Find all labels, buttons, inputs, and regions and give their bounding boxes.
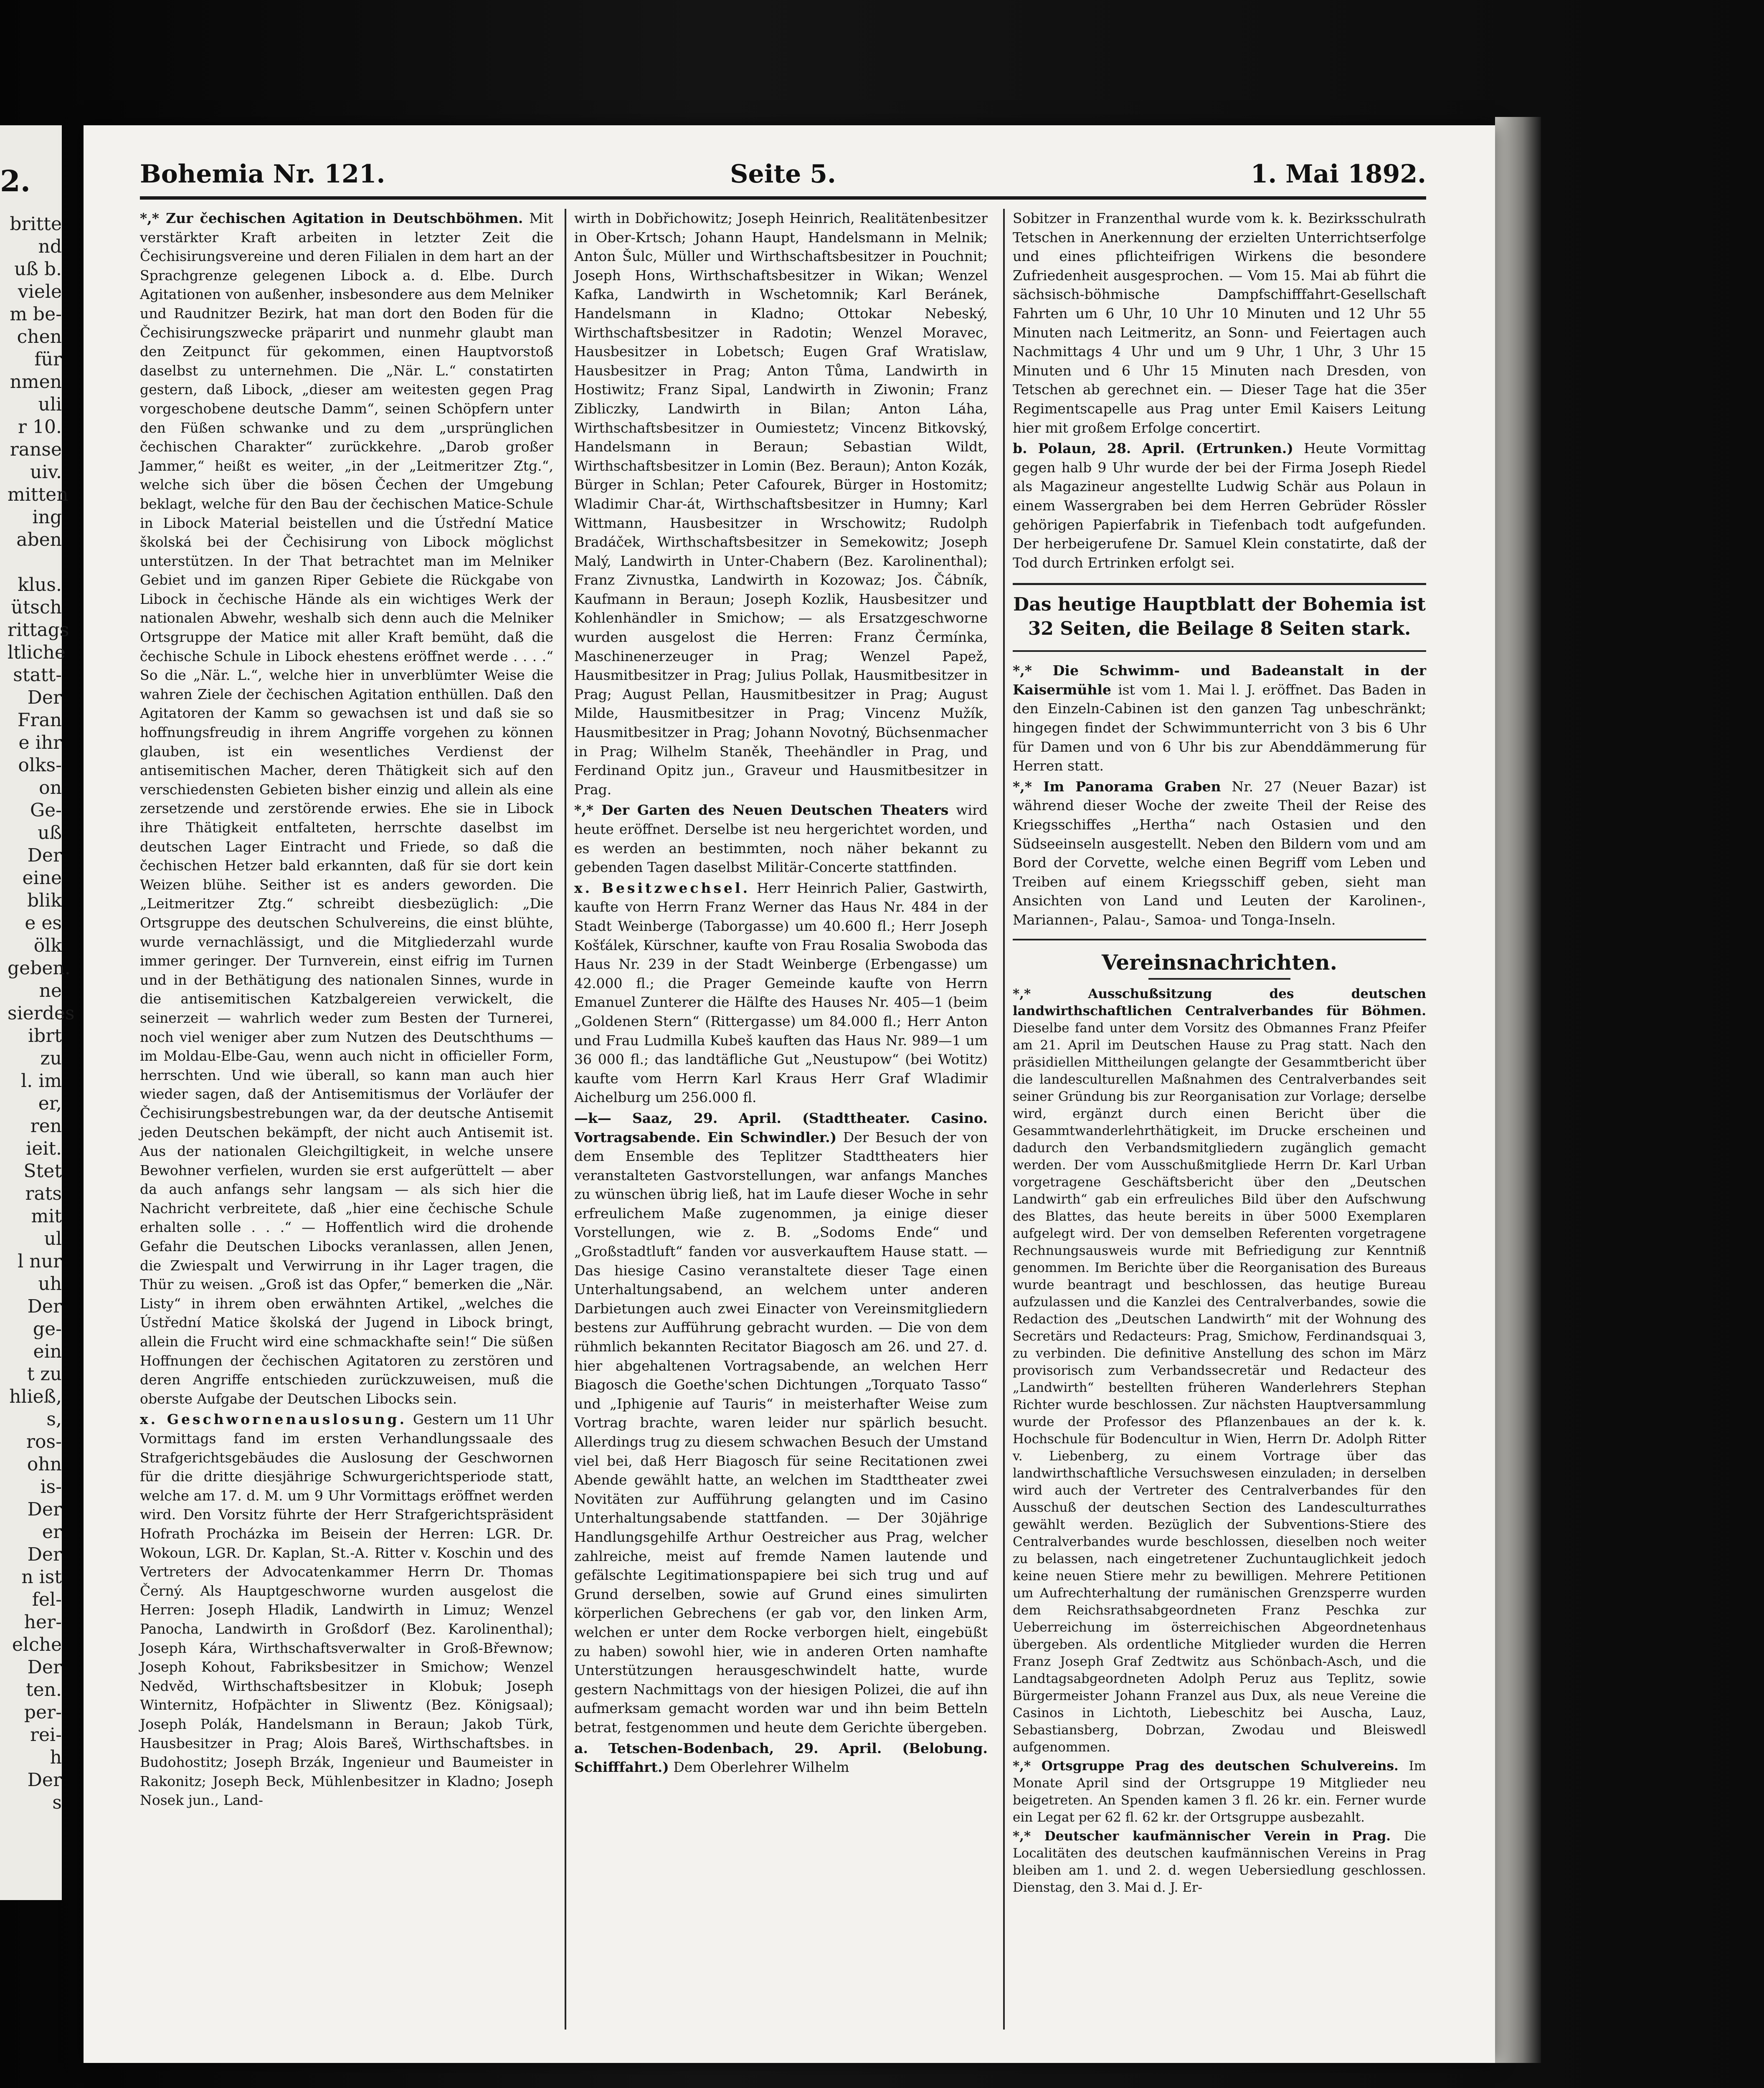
article-title: *,* Ausschußsitzung des deutschen landwirthschaftlichen Centralverbandes für Böhmen. — [1013, 986, 1426, 1019]
previous-page-line: s — [52, 1792, 62, 1813]
article-title: —k— Saaz, 29. April. (Stadttheater. Casino. Vortragsabende. Ein Schwindler.) — [574, 1110, 988, 1145]
article-title: *,* Deutscher kaufmännischer Verein in Prag. — [1013, 1828, 1391, 1844]
previous-page-line: mitten — [8, 484, 68, 505]
previous-page-line: ne — [39, 980, 62, 1001]
previous-page-line: mit — [31, 1206, 62, 1227]
article-juror-lottery — [140, 1410, 553, 1809]
previous-page-line: nmen — [10, 371, 62, 393]
previous-page-number: 2. — [0, 164, 31, 198]
previous-page-line: Der — [27, 1657, 62, 1678]
notice-rule — [1013, 650, 1426, 652]
previous-page-line: ütsch — [11, 597, 62, 618]
header-date: 1. Mai 1892. — [1250, 160, 1426, 189]
article-body: wird heute eröffnet. Derselbe ist neu hergerichtet worden, und es werden an bestimmten, noch näher bekannt zu gebenden Tagen daselbst Militär-Concerte stattfinden. — [574, 802, 988, 876]
article-theatre-garden — [574, 801, 988, 877]
header-page-number: Seite 5. — [730, 160, 836, 189]
previous-page-line: r 10. — [18, 416, 62, 438]
article-title: *,* Im Panorama Graben — [1013, 778, 1221, 795]
article-body: Die Localitäten des deutschen kaufmännischen Vereins in Prag bleiben am 1. und 2. d. wegen Uebersiedlung geschlossen. Dienstag, den 3. Mai d. J. Er- — [1013, 1828, 1426, 1895]
previous-page-line: geben. — [8, 958, 71, 979]
previous-page-line: rei- — [30, 1724, 62, 1746]
article-title: a. Tetschen-Bodenbach, 29. April. (Belobung. Schifffahrt.) — [574, 1740, 988, 1776]
previous-page-line: ibrt — [28, 1025, 62, 1047]
previous-page-line: klus. — [18, 574, 62, 595]
previous-page-line: e ihr — [18, 732, 62, 753]
article-body: Dieselbe fand unter dem Vorsitz des Obmannes Franz Pfeifer am 21. April im Deutschen Hause zu Prag statt. Nach den präsidiellen Mittheilungen gelangte der Gesammtbericht über die landesculturellen Maßnahmen des Centralverbandes seit seiner Gründung bis zur Reorganisation zur Vorlage; derselbe wird, ergänzt durch einen Bericht über die Gesammtwanderlehrthätigkeit, im Drucke erscheinen und dadurch den Verbandsmitgliedern zugänglich gemacht werden. Der vom Ausschußmitgliede Herrn Dr. Karl Urban vorgetragene Geschäftsbericht über den „Deutschen Landwirth“ gab ein erfreuliches Bild über den Aufschwung des Blattes, das heute bereits in über 5000 Exemplaren aufgelegt wird. Der von demselben Referenten vorgetragene Rechnungsausweis wurde mit Befriedigung zur Kenntniß genommen. Im Berichte über die Reorganisation des Bureaus wurde beantragt und beschlossen, das heutige Bureau aufzulassen und die Kanzlei des Centralverbandes, sowie die Redaction des „Deutschen Landwirth“ mit der Wohnung des Secretärs und Redacteurs: Prag, Smichow, Ferdinandsquai 3, zu verbinden. Die definitive Anstellung des schon im März provisorisch zum Verbandssecretär und Redacteur des „Landwirth“ bestellten früheren Wanderlehrers Stephan Richter wurde beschlossen. Zur nächsten Hauptversammlung wurde der Professor des Pflanzenbaues an der k. k. Hochschule für Bodencultur in Wien, Herrn Dr. Adolph Ritter v. Liebenberg, zu einem Vortrage über das landwirthschaftliche Versuchswesen einzuladen; in derselben wird auch der Vertreter des Centralverbandes für den Ausschuß der deutschen Section des Landesculturrathes gewählt werden. Bezüglich der Subventions-Stiere des Centralverbandes wurde beschlossen, dieselben noch weiter zu belassen, nach eingetretener Zuchuntauglichkeit jedoch keine neuen Stiere mehr zu bewilligen. Mehrere Petitionen um Aufrechterhaltung der rumänischen Grenzsperre wurden dem Reichsrathsabgeordneten Franz Peschka zur Ueberreichung im österreichischen Abgeordnetenhaus übergeben. Als ordentliche Mitglieder wurden die Herren Franz Joseph Graf Zedtwitz aus Schönbach-Asch, und die Landtagsabgeordneten Adolph Peruz aus Teplitz, sowie Bürgermeister Johann Franzel aus Dux, als neue Vereine die Casinos in Lichtoth, Liebeschitz bei Auscha, Lauz, Sebastiansberg, Dobrzan, Zwodau und Bleiswedl aufgenommen. — [1013, 1020, 1426, 1755]
previous-page-line: e es — [25, 912, 62, 934]
article-tetschen — [574, 1739, 988, 1777]
previous-page-line: blik — [27, 890, 62, 911]
newspaper-page — [84, 125, 1495, 2063]
article-polaun — [1013, 439, 1426, 572]
previous-page-line: l. im — [21, 1070, 62, 1092]
header-publication: Bohemia Nr. 121. — [140, 160, 385, 189]
previous-page-line: ge- — [33, 1318, 62, 1340]
previous-page-line: ieit. — [26, 1138, 62, 1159]
previous-page-line: rittags — [8, 619, 69, 641]
section-underline — [1148, 978, 1290, 980]
previous-page-line: ohn — [27, 1454, 62, 1475]
article-merchant-association — [1013, 1828, 1426, 1896]
notice-rule — [1013, 583, 1426, 585]
previous-page-line: ten. — [25, 1679, 62, 1700]
previous-page-line: fel- — [32, 1589, 62, 1610]
previous-page-line: ölk — [33, 935, 62, 956]
previous-page-line: olks- — [18, 755, 62, 776]
article-swimming-bath — [1013, 661, 1426, 775]
previous-page-line: elche — [12, 1634, 62, 1655]
section-rule — [1013, 939, 1426, 940]
previous-page-line: m be- — [10, 304, 62, 325]
previous-page-line: viele — [18, 281, 62, 302]
previous-page-line: ren — [30, 1115, 62, 1137]
previous-page-line: für — [34, 349, 62, 370]
page-count-notice: Das heutige Hauptblatt der Bohemia ist 32 Seiten, die Beilage 8 Seiten stark. — [1013, 594, 1426, 640]
previous-page-line: chen — [17, 326, 62, 347]
page-binding-shadow — [1495, 117, 1541, 2063]
previous-page-line: aben — [16, 529, 62, 550]
article-juror-list-continued: wirth in Dobřichowitz; Joseph Heinrich, Realitätenbesitzer in Ober-Krtsch; Johann Haupt, Handelsmann in Melnik; Anton Šulc, Müller und Wirthschaftsbesitzer in Pouchnit; Joseph Hons, Wirthschaftsbesitzer in Wikan; Wenzel Kafka, Landwirth in Wschetomnik; Karl Beránek, Handelsmann in Kladno; Ottokar Nebeský, Wirthschaftsbesitzer in Radotin; Wenzel Moravec, Hausbesitzer in Lobetsch; Eugen Graf Wratislaw, Hausbesitzer in Prag; Anton Tůma, Landwirth in Hostiwitz; Franz Sipal, Landwirth in Ziwonin; Franz Zibliczky, Landwirth in Bilan; Anton Láha, Wirthschaftsbesitzer in Oumiestetz; Vincenz Bitkovský, Handelsmann in Beraun; Sebastian Wildt, Wirthschaftsbesitzer in Lomin (Bez. Beraun); Anton Kozák, Bürger in Schlan; Peter Cafourek, Bürger in Hostomitz; Wladimir Char-át, Wirthschaftsbesitzer in Humny; Karl Wittmann, Hausbesitzer in Wrschowitz; Rudolph Bradáček, Wirthschaftsbesitzer in Semekowitz; Joseph Malý, Landwirth in Unter-Chabern (Bez. Karolinenthal); Franz Zivnustka, Landwirth in Kozowaz; Jos. Čábník, Kaufmann in Beraun; Joseph Kozlik, Hausbesitzer und Kohlenhändler in Smichow; — als Ersatzgeschworne wurden ausgelost die Herren: Franz Čermínka, Maschinenerzeuger in Prag; Wenzel Papež, Hausmitbesitzer in Prag; Julius Pollak, Hausmitbesitzer in Prag; August Pellan, Hausmitbesitzer in Prag; August Milde, Hausmitbesitzer in Prag; Vincenz Mužík, Hausmitbesitzer in Prag; Johann Novotný, Büchsenmacher in Prag; Wilhelm Staněk, Theehändler in Prag, und Ferdinand Opitz jun., Graveur und Hausmitbesitzer in Prag. — [574, 210, 988, 798]
previous-page-line: ros- — [26, 1431, 62, 1452]
section-title-association-news: Vereinsnachrichten. — [1101, 950, 1337, 975]
article-title: *,* Die Schwimm- und Badeanstalt in der Kaisermühle — [1013, 662, 1426, 698]
previous-page-line — [8, 551, 62, 574]
previous-page-line: uli — [38, 394, 62, 415]
page-header — [140, 160, 1426, 197]
article-title: *,* Der Garten des Neuen Deutschen Theaters — [574, 802, 949, 818]
previous-page-line: Der — [27, 687, 62, 708]
article-czech-agitation — [140, 209, 553, 1408]
article-body: ist vom 1. Mai l. J. eröffnet. Das Baden in den Einzeln-Cabinen ist den ganzen Tag unbeschränkt; hingegen findet der Schwimmunterricht von 3 bis 6 Uhr für Damen und von 6 Uhr bis zur Abenddämmerung für Herren statt. — [1013, 681, 1426, 774]
article-title: *,* Zur čechischen Agitation in Deutschböhmen. — [140, 210, 523, 226]
previous-page-line: Stet — [23, 1161, 62, 1182]
previous-page-line: ltliche — [8, 642, 66, 663]
previous-page-line: britte — [10, 213, 62, 235]
column-1 — [140, 209, 553, 2042]
previous-page-line: nd — [38, 236, 62, 257]
previous-page-line: zu — [40, 1048, 62, 1069]
article-body: Nr. 27 (Neuer Bazar) ist während dieser Woche der zweite Theil der Reise des Kriegsschiffes „Hertha“ nach Ostasien und den Südseeinseln ausgestellt. Neben den Bildern vom und am Bord der Corvette, welche einen Begriff vom Leben und Treiben auf einem Kriegsschiff geben, sieht man Ansichten von Land und Leuten der Karolinen-, Mariannen-, Palau-, Samoa- und Tonga-Inseln. — [1013, 778, 1426, 928]
previous-page-line: er, — [38, 1093, 62, 1114]
article-title: *,* Ortsgruppe Prag des deutschen Schulvereins. — [1013, 1758, 1399, 1774]
article-body: Gestern um 11 Uhr Vormittags fand im ersten Verhandlungssaale des Strafgerichtsgebäudes die Auslosung der Geschwornen für die dritte diesjährige Schwurgerichtsperiode statt, welche am 17. d. M. um 9 Uhr Vormittags eröffnet werden wird. Den Vorsitz führte der Herr Strafgerichtspräsident Hofrath Procházka im Beisein der Herren: LGR. Dr. Wokoun, LGR. Dr. Kaplan, St.-A. Ritter v. Koschin und des Vertreters der Advocatenkammer Herrn Dr. Thomas Černý. Als Hauptgeschworne wurden ausgelost die Herren: Joseph Hladik, Landwirth in Limuz; Wenzel Panocha, Landwirth in Großdorf (Bez. Karolinenthal); Joseph Kára, Wirthschaftsverwalter in Groß-Břewnow; Joseph Kohout, Fabriksbesitzer in Smichow; Wenzel Nedvěd, Wirthschaftsbesitzer in Klobuk; Joseph Winternitz, Hofpächter in Sliwentz (Bez. Königsaal); Joseph Polák, Handelsmann in Beraun; Jakob Türk, Hausbesitzer in Prag; Alois Bareš, Wirthschaftsbes. in Budohostitz; Joseph Brzák, Ingenieur und Baumeister in Rakonitz; Joseph Beck, Mühlenbesitzer in Kladno; Joseph Nosek jun., Land- — [140, 1411, 553, 1809]
previous-page-line: uiv. — [30, 461, 62, 483]
previous-page-line: rats — [25, 1183, 62, 1204]
article-school-association — [1013, 1758, 1426, 1826]
previous-page-line: Der — [27, 1769, 62, 1791]
previous-page-line: uh — [38, 1273, 62, 1295]
previous-page-line: h — [50, 1747, 62, 1768]
previous-page-line: her- — [24, 1612, 62, 1633]
article-title: b. Polaun, 28. April. (Ertrunken.) — [1013, 440, 1293, 457]
header-rule — [140, 196, 1426, 200]
article-body: Im Monate April sind der Ortsgruppe 19 Mitglieder neu beigetreten. An Spenden kamen 3 fl. 26 kr. ein. Ferner wurde ein Legat per 62 fl. 62 kr. der Ortsgruppe ausbezahlt. — [1013, 1758, 1426, 1825]
previous-page-line: Fran — [17, 710, 62, 731]
previous-page-line: ul — [44, 1228, 62, 1249]
previous-page-line: uß b. — [14, 258, 62, 280]
previous-page-line: on — [39, 777, 62, 798]
previous-page-line: er — [42, 1521, 62, 1543]
column-2 — [574, 209, 988, 2042]
previous-page-edge — [0, 125, 75, 1900]
article-body: Der Besuch der von dem Ensemble des Teplitzer Stadttheaters hier veranstalteten Gastvorstellungen, war anfangs Manches zu wünschen übrig ließ, hat im Laufe dieser Woche in sehr erfreulichem Maße zugenommen, ja einige dieser Vorstellungen, wie z. B. „Sodoms Ende“ und „Großstadtluft“ fanden vor ausverkauftem Hause statt. — Das hiesige Casino veranstaltete dieser Tage einen Unterhaltungsabend, an welchem unter anderen Darbietungen auch zwei Einacter von Vereinsmitgliedern bestens zur Aufführung gebracht wurden. — Die von dem rühmlich bekannten Recitator Biagosch am 26. und 27. d. hier abgehaltenen Vortragsabende, an welchen Herr Biagosch die Goethe'schen Dichtungen „Torquato Tasso“ und „Iphigenie auf Tauris“ in meisterhafter Weise zum Vortrag brachte, waren leider nur spärlich besucht. Allerdings trug zu diesem schwachen Besuch der Umstand viel bei, daß Herr Biagosch für seine Recitationen zwei Abende gewählt hatte, an welchen im Stadttheater zwei Novitäten zur Aufführung gelangten und im Casino Unterhaltungsabende stattfanden. — Der 30jährige Handlungsgehilfe Arthur Oestreicher aus Prag, welcher zahlreiche, meist auf fremde Namen lautende und gefälschte Legitimationspapiere bei sich trug und auf Grund derselben, sowie auf Grund eines simulirten körperlichen Gebrechens (er gab vor, den linken Arm, welchen er unter dem Rocke verborgen hielt, eingebüßt zu haben) sowohl hier, wie in anderen Orten namhafte Unterstützungen herausgeschwindelt hatte, wurde gestern Nachmittags von der hiesigen Polizei, die auf ihn aufmerksam gemacht worden war und ihn beim Betteln betrat, festgenommen und heute dem Gerichte übergeben. — [574, 1129, 988, 1736]
column-divider — [565, 209, 566, 2030]
article-saaz — [574, 1109, 988, 1737]
previous-page-line: s, — [46, 1409, 62, 1430]
previous-page-line: sierdes — [8, 1003, 75, 1024]
previous-page-line: n ist — [21, 1566, 62, 1588]
previous-page-line: uß — [38, 822, 62, 844]
column-divider — [1003, 209, 1005, 2030]
previous-page-line: Der — [27, 1499, 62, 1520]
article-body: Herr Heinrich Palier, Gastwirth, kaufte von Herrn Franz Werner das Haus Nr. 484 in der Stadt Weinberge (Taborgasse) um 40.600 fl.; Herr Joseph Košťálek, Kürschner, kaufte von Frau Rosalia Swoboda das Haus Nr. 239 in der Stadt Weinberge (Erbengasse) um 42.000 fl.; die Prager Gemeinde kaufte von Herrn Emanuel Zunterer die Hälfte des Hauses Nr. 405—1 (beim „Goldenen Stern“ (Rittergasse) um 84.000 fl.; Herr Anton und Frau Ludmilla Kubeš kauften das Haus Nr. 989—1 um 36 000 fl.; das landtäfliche Gut „Neustupow“ (bei Wotitz) kaufte vom Herrn Karl Kraus Herr Graf Wladimir Aichelburg um 256.000 fl. — [574, 879, 988, 1106]
article-panorama — [1013, 777, 1426, 930]
previous-page-line: statt- — [13, 664, 62, 686]
previous-page-line: Der — [27, 845, 62, 866]
previous-page-line: ranse — [10, 439, 62, 460]
article-property-change — [574, 879, 988, 1107]
previous-page-line: eine — [22, 867, 62, 889]
previous-page-line: t zu — [27, 1363, 62, 1385]
previous-page-line: per- — [24, 1702, 62, 1723]
previous-page-line: is- — [40, 1476, 62, 1498]
previous-page-line: hließ, — [9, 1386, 62, 1407]
article-title: x. Besitzwechsel. — [574, 879, 750, 896]
previous-page-line: l nur — [18, 1251, 62, 1272]
article-body: Heute Vormittag gegen halb 9 Uhr wurde der bei der Firma Joseph Riedel als Magazineur angestellte Ludwig Schär aus Polaun in einem Wassergraben bei dem Herren Gebrüder Rössler gehörigen Papierfabrik in Tiefenbach todt aufgefunden. Der herbeigerufene Dr. Samuel Klein constatirte, daß der Tod durch Ertrinken erfolgt sei. — [1013, 440, 1426, 571]
previous-page-text-fragments — [8, 213, 75, 1814]
article-body: Dem Oberlehrer Wilhelm — [673, 1759, 849, 1776]
article-agricultural-association — [1013, 986, 1426, 1756]
previous-page-line: Ge- — [30, 800, 62, 821]
column-3 — [1013, 209, 1426, 2042]
previous-page-line: ein — [33, 1341, 62, 1362]
previous-page-line: ing — [32, 507, 62, 528]
article-title: x. Geschwornenauslosung. — [140, 1411, 407, 1428]
article-body: Mit verstärkter Kraft arbeiten in letzter Zeit die Čechisirungsvereine und deren Filialen in dem hart an der Sprachgrenze gelegenen Libock a. d. Elbe. Durch Agitationen von außenher, insbesondere aus dem Melniker und Raudnitzer Bezirk, hat man dort den Boden für die Čechisirungszwecke präparirt und nunmehr glaubt man den Zeitpunct für gekommen, einen Hauptvorstoß daselbst zu unternehmen. Die „När. L.“ constatirten gestern, daß Libock, „dieser am weitesten gegen Prag vorgeschobene deutsche Damm“, seinen Schöpfern unter den Füßen schwanke und zu dem „ursprünglichen čechischen Charakter“ zurückkehre. „Darob großer Jammer,“ heißt es weiter, „in der „Leitmeritzer Ztg.“, welche sich über die bösen Čechen der Umgebung beklagt, welche für den Bau der čechischen Matice-Schule in Libock Material beistellen und die Ústřední Matice školská bei der Čechisirung von Libock möglichst unterstützen. In der That betrachtet man im Melniker Gebiet und im ganzen Riper Gebiete die Rückgabe von Libock in čechische Hände als ein wichtiges Werk der nationalen Abwehr, weshalb sich denn auch die Melniker Ortsgruppe der Matice mit aller Kraft bemüht, daß die čechische Schule in Libock ehestens eröffnet werde . . . .“ So die „När. L.“, welche hier in unverblümter Weise die wahren Ziele der čechischen Agitation enthüllen. Daß den Agitatoren der Kamm so gewachsen ist und daß sie so hoffnungsfreudig in ihrem Angriffe vorgehen zu können glauben, ist ein wesentliches Verdienst der antisemitischen Macher, deren Thätigkeit sich auf den verschiedensten Gebieten bisher einzig und allein als eine zersetzende und zerstörende erwies. Ehe sie in Libock ihre Thätigkeit entfalteten, herrschte daselbst im deutschen Lager Eintracht und Friede, so daß die čechischen Hetzer bald erkannten, daß für sie dort kein Weizen blühe. Seither ist es anders geworden. Die „Leitmeritzer Ztg.“ schreibt diesbezüglich: „Die Ortsgruppe des deutschen Schulvereins, die einst blühte, wurde vernachlässigt, und die Mitgliederzahl wurde immer geringer. Der Turnverein, einst eifrig im Turnen und in der Bethätigung des nationalen Sinnes, wurde in die antisemitischen Katzbalgereien verwickelt, die seinerzeit — wahrlich weder zum Besten der Turnerei, noch viel weniger aber zum Nutzen des Deutschthums — im Moldau-Elbe-Gau, wenn auch nicht in officieller Form, herrschten. Und wie überall, so kann man auch hier wieder sagen, daß der Antisemitismus der Vorläufer der Čechisirungsbestrebungen war, da der deutsche Antisemit jeden Deutschen bekämpft, der nicht auch Antisemit ist. Aus der nationalen Gleichgiltigkeit, in welche unsere Bewohner verfielen, wurden sie erst aufgerüttelt — aber da auch anfangs sehr langsam — als sich hier die Nachricht verbreitete, daß „hier eine čechische Schule erhalten solle . . .“ — Hoffentlich wird die drohende Gefahr die Deutschen Libocks veranlassen, allen Jenen, die Zwiespalt und Verwirrung in ihr Lager tragen, die Thür zu weisen. „Groß ist das Opfer,“ bemerken die „När. Listy“ in ihrem oben erwähnten Artikel, „welches die Ústřední Matice školská der Jugend in Libock bringt, allein die Frucht wird eine schmackhafte sein!“ Die süßen Hoffnungen der čechischen Agitatoren zu zerstören und deren Angriffe entschieden zurückzuweisen, muß die oberste Aufgabe der Deutschen Libocks sein. — [140, 210, 553, 1407]
previous-page-line: Der — [27, 1544, 62, 1565]
article-tetschen-continued: Sobitzer in Franzenthal wurde vom k. k. Bezirksschulrath Tetschen in Anerkennung der erzielten Unterrichtserfolge und eines pflichteifrigen Wirkens die besondere Zufriedenheit ausgesprochen. — Vom 15. Mai ab führt die sächsisch-böhmische Dampfschifffahrt-Gesellschaft Fahrten um 6 Uhr, 10 Uhr 10 Minuten und 12 Uhr 55 Minuten nach Leitmeritz, an Sonn- und Feiertagen auch Nachmittags 4 Uhr und um 9 Uhr, 1 Uhr, 3 Uhr 15 Minuten und 6 Uhr 15 Minuten nach Dresden, von Tetschen ab gerechnet ein. — Dieser Tage hat die 35er Regimentscapelle aus Prag unter Emil Kaisers Leitung hier mit großem Erfolge concertirt. — [1013, 210, 1426, 436]
previous-page-line: Der — [27, 1296, 62, 1317]
